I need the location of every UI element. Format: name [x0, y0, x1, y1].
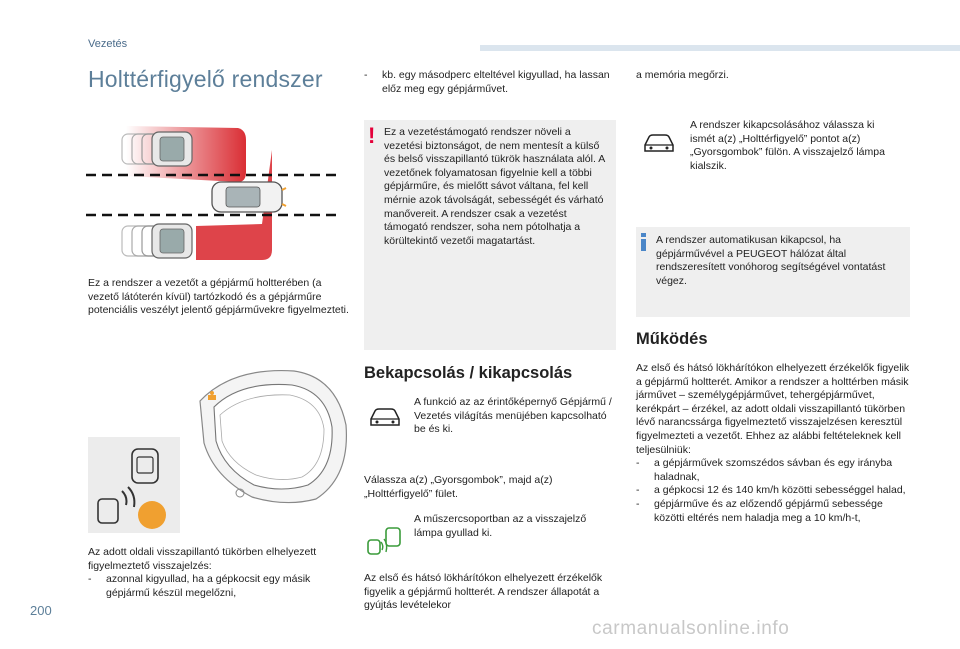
blind-spot-illustration	[86, 110, 354, 266]
sensors-text: Az első és hátsó lökhárítókon elhelyezett érzékelők figyelik a gépjármű holtterét. A rendszer állapotát a gyújtás levételekor	[364, 572, 603, 612]
touchscreen-text-content: A funkció az az érintőképernyő Gépjármű / Vezetés világítás menüjében kapcsolható be és ki.	[414, 396, 612, 436]
car-icon	[122, 132, 192, 166]
page-title: Holttérfigyelő rendszer	[88, 66, 323, 92]
info-text: A rendszer automatikusan kikapcsol, ha gépjárművével a PEUGEOT hálózat által rendszeresített vonóhorog segítségével vontatást végez.	[656, 234, 886, 287]
warning-text: Ez a vezetéstámogató rendszer növeli a vezetési biztonságot, de nem mentesít a külső és belső visszapillantó tükrök használata alól. A vezetőnek folyamatosan figyelnie kell a többi gépjárműre, és mielőtt sávot váltana, fel kell mérnie azok távolságát, sebességét és várható manővereit. A rendszer csak a vezetést támogató rendszer, soha nem pótolhatja a körültekintő vezetői magatartást.	[384, 126, 605, 247]
touchscreen-text	[414, 396, 614, 437]
intro-text: Ez a rendszer a vezetőt a gépjármű holtterében (a vezető látóterén kívül) tartózkodó és a gépjárműre potenciális veszélyt jelentő gépjárművekre figyelmezteti.	[88, 277, 349, 317]
car-icon	[122, 224, 192, 258]
mirror-intro: Az adott oldali visszapillantó tükörben elhelyezett figyelmeztető visszajelzés:	[88, 546, 317, 572]
operation-body: Az első és hátsó lökhárítókon elhelyezett érzékelők figyelik a gépjármű holtterét. Amikor a rendszer a holttérben másik járművet – személygépjárművet, tehergépjárművet, kerékpárt – érzékel, az adott oldali visszapillantó tükörben lévő narancssárga figyelmeztető visszajelzésen keresztül figyelmezteti a vezetőt. Ehhez az alábbi feltételeknek kell teljesülniük:	[636, 362, 910, 456]
section-label: Vezetés	[88, 38, 128, 50]
disable-text: A rendszer kikapcsolásához válassza ki ismét a(z) „Holttérfigyelő” pontot a(z) „Gyorsgombok” fülön. A visszajelző lámpa kialszik.	[690, 119, 885, 172]
indicator-illustration	[88, 437, 180, 533]
list-item: - a gépjárművek szomszédos sávban és egy irányba haladnak,	[636, 457, 910, 484]
touchscreen-car-icon	[642, 132, 676, 154]
list-item: - a gépkocsi 12 és 140 km/h közötti sebességgel halad,	[636, 484, 910, 498]
header-bar	[480, 45, 960, 51]
cluster-text: A műszercsoportban az a visszajelző lámpa gyullad ki.	[414, 513, 587, 539]
select-text: Válassza a(z) „Gyorsgombok”, majd a(z) „Holttérfigyelő” fület.	[364, 474, 553, 500]
mirror-text	[88, 546, 350, 600]
list-item: - kb. egy másodperc elteltével kigyullad, ha lassan előz meg egy gépjárművet.	[364, 69, 616, 96]
memory-text: a memória megőrzi.	[636, 69, 729, 81]
section-heading-activation: Bekapcsolás / kikapcsolás	[364, 364, 573, 382]
car-icon	[212, 182, 286, 212]
mirror-list-cont	[364, 69, 616, 96]
info-icon	[641, 233, 647, 251]
indicator-lamp	[138, 501, 166, 529]
warning-icon: !	[368, 123, 376, 148]
watermark: carmanualsonline.info	[592, 618, 790, 639]
list-item: - gépjárműve és az előzendő gépjármű sebessége közötti eltérés nem haladja meg a 10 km/h-t,	[636, 498, 910, 525]
blind-spot-lamp-icon	[366, 526, 406, 556]
touchscreen-car-icon	[368, 406, 402, 428]
list-item: - azonnal kigyullad, ha a gépkocsit egy másik gépjármű készül megelőzni,	[88, 573, 350, 600]
page-number: 200	[30, 603, 52, 618]
side-mirror-illustration	[196, 365, 354, 507]
operation-text	[636, 362, 910, 525]
section-heading-operation: Működés	[636, 330, 708, 348]
